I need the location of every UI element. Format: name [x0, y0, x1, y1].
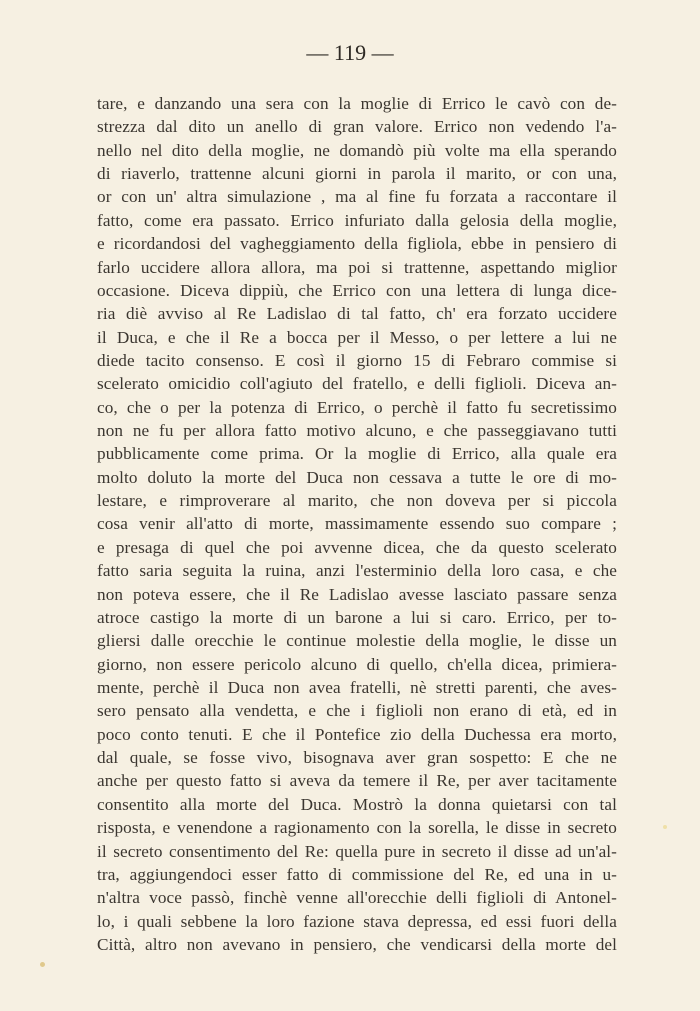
text-line: nello nel dito della moglie, ne domandò più volte ma ella sperando [97, 140, 617, 160]
text-line: n'altra voce passò, finchè venne all'orecchie delli figlioli di Antonel- [97, 888, 617, 908]
body-text [97, 92, 617, 956]
text-line: risposta, e venendone a ragionamento con la sorella, le disse in secreto [97, 818, 617, 838]
text-line: gliersi dalle orecchie le continue molestie della moglie, le disse un [97, 631, 617, 651]
text-line: strezza dal dito un anello di gran valore. Errico non vedendo l'a- [97, 117, 617, 137]
text-line: dal quale, se fosse vivo, bisognava aver gran sospetto: E che ne [97, 748, 617, 768]
text-line: molto doluto la morte del Duca non cessava a tutte le ore di mo- [97, 467, 617, 487]
text-line: lo, i quali sebbene la loro fazione stava depressa, ed essi fuori della [97, 911, 617, 931]
text-line: di riaverlo, trattenne alcuni giorni in parola il marito, or con una, [97, 164, 617, 184]
text-line: fatto saria seguita la ruina, anzi l'esterminio della loro casa, e che [97, 561, 617, 581]
text-line: consentito alla morte del Duca. Mostrò la donna quietarsi con tal [97, 794, 617, 814]
text-line: non poteva essere, che il Re Ladislao avesse lasciato passare senza [97, 584, 617, 604]
text-line: co, che o per la potenza di Errico, o perchè il fatto fu secretissimo [97, 397, 617, 417]
text-line: farlo uccidere allora allora, ma poi si trattenne, aspettando miglior [97, 257, 617, 277]
page-number: — 119 — [306, 40, 394, 65]
text-line: fatto, come era passato. Errico infuriato dalla gelosia della moglie, [97, 210, 617, 230]
text-line: or con un' altra simulazione , ma al fine fu forzata a raccontare il [97, 187, 617, 207]
text-line: anche per questo fatto si aveva da temere il Re, per aver tacitamente [97, 771, 617, 791]
text-line: atroce castigo la morte di un barone a lui si caro. Errico, per to- [97, 607, 617, 627]
text-line: giorno, non essere pericolo alcuno di quello, ch'ella dicea, primiera- [97, 654, 617, 674]
text-line: tare, e danzando una sera con la moglie di Errico le cavò con de- [97, 94, 617, 113]
text-line: e ricordandosi del vagheggiamento della figliola, ebbe in pensiero di [97, 234, 617, 254]
text-line: e presaga di quel che poi avvenne dicea, che da questo scelerato [97, 537, 617, 557]
text-line: sero pensato alla vendetta, e che i figlioli non erano di età, ed in [97, 701, 617, 721]
text-line: diede tacito consenso. E così il giorno 15 di Febraro commise si [97, 350, 617, 370]
text-line: mente, perchè il Duca non avea fratelli, nè stretti parenti, che aves- [97, 677, 617, 697]
text-line: occasione. Diceva dippiù, che Errico con una lettera di lunga dice- [97, 280, 617, 300]
text-line: Città, altro non avevano in pensiero, che vendicarsi della morte del [97, 934, 617, 954]
text-line: il Duca, e che il Re a bocca per il Messo, o per lettere a lui ne [97, 327, 617, 347]
text-line: cosa venir all'atto di morte, massimamente essendo suo compare ; [97, 514, 617, 534]
text-line: lestare, e rimproverare al marito, che non doveva per si piccola [97, 491, 617, 511]
text-line: poco conto tenuti. E che il Pontefice zio della Duchessa era morto, [97, 724, 617, 744]
text-line: tra, aggiungendoci esser fatto di commissione del Re, ed una in u- [97, 864, 617, 884]
text-line: pubblicamente come prima. Or la moglie di Errico, alla quale era [97, 444, 617, 464]
text-line: non ne fu per allora fatto motivo alcuno, e che passeggiavano tutti [97, 421, 617, 441]
text-line: scelerato omicidio coll'agiuto del fratello, e delli figlioli. Diceva an- [97, 374, 617, 394]
text-line: il secreto consentimento del Re: quella pure in secreto il disse ad un'al- [97, 841, 617, 861]
paper-speck [663, 825, 667, 829]
text-line: ria diè avviso al Re Ladislao di tal fatto, ch' era forzato uccidere [97, 304, 617, 324]
paper-speck [40, 962, 45, 967]
